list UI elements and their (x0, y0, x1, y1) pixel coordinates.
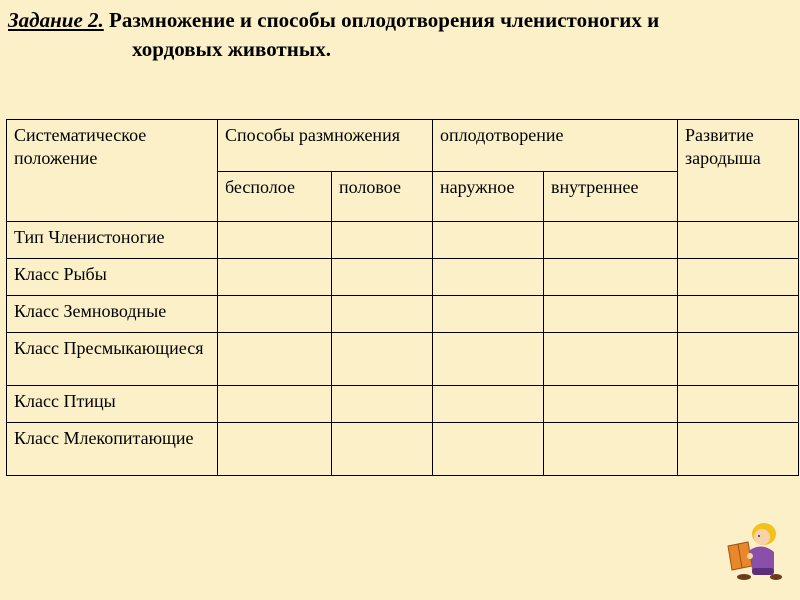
empty-cell (332, 296, 433, 333)
empty-cell (678, 423, 799, 476)
empty-cell (433, 333, 544, 386)
header-fertilization: оплодотворение (433, 120, 678, 172)
row-label: Класс Пресмыкающиеся (7, 333, 218, 386)
header-internal: внутреннее (544, 172, 678, 222)
empty-cell (544, 386, 678, 423)
header-row-1 (7, 120, 799, 172)
row-label: Класс Птицы (7, 386, 218, 423)
row-label: Класс Земноводные (7, 296, 218, 333)
table-row (7, 333, 799, 386)
reproduction-table (6, 119, 799, 476)
empty-cell (544, 296, 678, 333)
header-reproduction: Способы размножения (218, 120, 433, 172)
empty-cell (678, 222, 799, 259)
table-row (7, 423, 799, 476)
empty-cell (678, 333, 799, 386)
header-asexual: бесполое (218, 172, 332, 222)
page-title (8, 6, 788, 64)
empty-cell (544, 222, 678, 259)
table-row (7, 296, 799, 333)
header-sexual: половое (332, 172, 433, 222)
row-label: Класс Млекопитающие (7, 423, 218, 476)
empty-cell (218, 259, 332, 296)
empty-cell (332, 333, 433, 386)
empty-cell (332, 423, 433, 476)
empty-cell (332, 386, 433, 423)
empty-cell (218, 333, 332, 386)
empty-cell (544, 423, 678, 476)
empty-cell (332, 222, 433, 259)
row-label: Тип Членистоногие (7, 222, 218, 259)
empty-cell (218, 386, 332, 423)
header-systematic: Систематическое положение (7, 120, 218, 222)
header-external: наружное (433, 172, 544, 222)
empty-cell (433, 296, 544, 333)
empty-cell (678, 296, 799, 333)
empty-cell (544, 333, 678, 386)
title-line-2: хордовых животных. (132, 37, 331, 61)
empty-cell (544, 259, 678, 296)
empty-cell (433, 423, 544, 476)
table-row (7, 386, 799, 423)
reading-child-clipart (722, 520, 784, 582)
empty-cell (678, 259, 799, 296)
empty-cell (433, 259, 544, 296)
empty-cell (433, 386, 544, 423)
empty-cell (218, 296, 332, 333)
empty-cell (332, 259, 433, 296)
row-label: Класс Рыбы (7, 259, 218, 296)
task-label: Задание 2. (8, 8, 104, 32)
header-development: Развитие зародыша (678, 120, 799, 222)
table-row (7, 259, 799, 296)
title-line-1: Размножение и способы оплодотворения членистоногих и (103, 8, 660, 32)
empty-cell (433, 222, 544, 259)
empty-cell (218, 423, 332, 476)
empty-cell (218, 222, 332, 259)
table-row (7, 222, 799, 259)
empty-cell (678, 386, 799, 423)
